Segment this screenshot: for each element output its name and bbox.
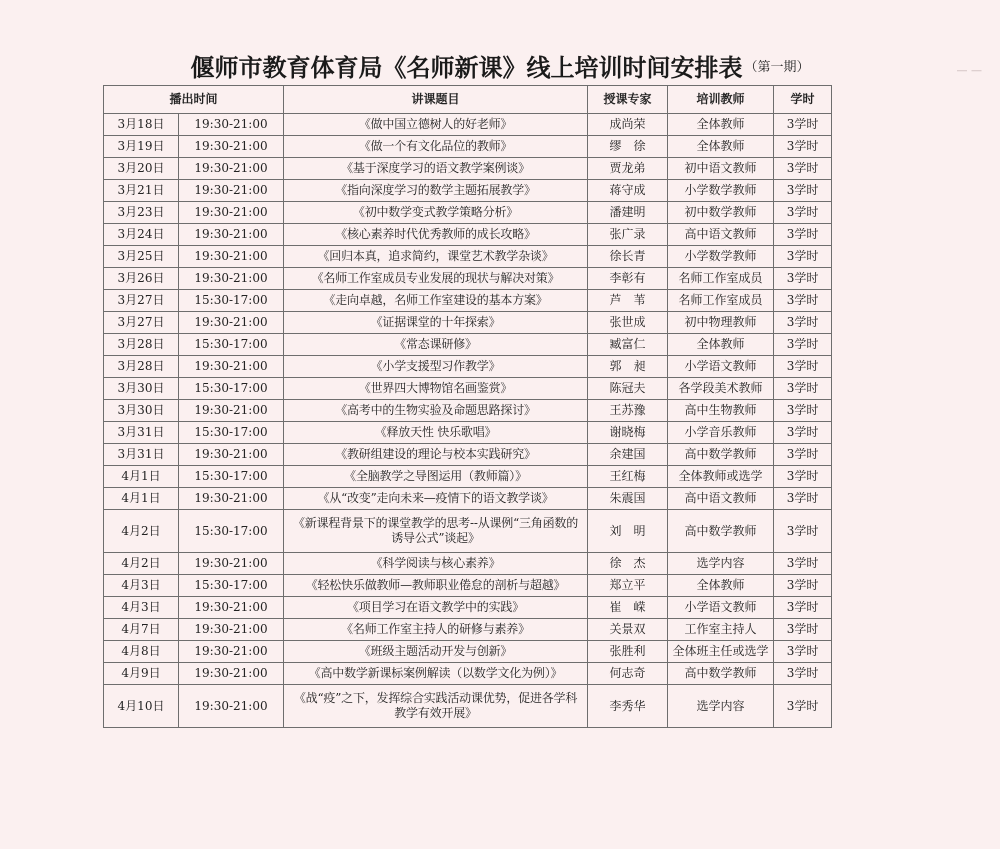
cell-date: 3月27日 (104, 290, 179, 312)
cell-hours: 3学时 (774, 246, 832, 268)
cell-hours: 3学时 (774, 158, 832, 180)
cell-hours: 3学时 (774, 597, 832, 619)
cell-hours: 3学时 (774, 180, 832, 202)
cell-expert: 谢晓梅 (588, 422, 668, 444)
table-row (104, 422, 832, 444)
cell-time: 19:30-21:00 (179, 268, 284, 290)
table-row (104, 685, 832, 728)
cell-date: 3月18日 (104, 114, 179, 136)
cell-audience: 全体教师 (668, 114, 774, 136)
cell-audience: 名师工作室成员 (668, 290, 774, 312)
cell-audience: 全体教师 (668, 334, 774, 356)
cell-hours: 3学时 (774, 641, 832, 663)
cell-expert: 朱震国 (588, 488, 668, 510)
cell-date: 3月28日 (104, 356, 179, 378)
cell-expert: 张胜利 (588, 641, 668, 663)
cell-expert: 臧富仁 (588, 334, 668, 356)
cell-audience: 小学数学教师 (668, 246, 774, 268)
cell-time: 15:30-17:00 (179, 575, 284, 597)
table-row (104, 246, 832, 268)
cell-expert: 潘建明 (588, 202, 668, 224)
cell-expert: 王苏豫 (588, 400, 668, 422)
cell-expert: 徐 杰 (588, 553, 668, 575)
cell-expert: 余建国 (588, 444, 668, 466)
cell-topic: 《释放天性 快乐歌唱》 (284, 422, 588, 444)
cell-audience: 小学数学教师 (668, 180, 774, 202)
cell-time: 19:30-21:00 (179, 356, 284, 378)
cell-time: 15:30-17:00 (179, 334, 284, 356)
header-hours: 学时 (774, 86, 832, 114)
cell-date: 4月2日 (104, 510, 179, 553)
cell-time: 19:30-21:00 (179, 597, 284, 619)
cell-time: 19:30-21:00 (179, 202, 284, 224)
cell-date: 3月26日 (104, 268, 179, 290)
cell-audience: 名师工作室成员 (668, 268, 774, 290)
cell-date: 3月30日 (104, 400, 179, 422)
cell-audience: 高中语文教师 (668, 488, 774, 510)
cell-expert: 成尚荣 (588, 114, 668, 136)
cell-topic: 《核心素养时代优秀教师的成长攻略》 (284, 224, 588, 246)
cell-audience: 选学内容 (668, 553, 774, 575)
cell-audience: 小学语文教师 (668, 356, 774, 378)
table-row (104, 290, 832, 312)
cell-date: 3月19日 (104, 136, 179, 158)
cell-audience: 小学音乐教师 (668, 422, 774, 444)
cell-hours: 3学时 (774, 224, 832, 246)
table-row (104, 597, 832, 619)
cell-time: 15:30-17:00 (179, 510, 284, 553)
cell-expert: 李秀华 (588, 685, 668, 728)
table-row (104, 378, 832, 400)
cell-time: 15:30-17:00 (179, 422, 284, 444)
cell-time: 19:30-21:00 (179, 400, 284, 422)
cell-time: 19:30-21:00 (179, 488, 284, 510)
cell-date: 4月1日 (104, 488, 179, 510)
cell-topic: 《科学阅读与核心素养》 (284, 553, 588, 575)
header-expert: 授课专家 (588, 86, 668, 114)
table-row (104, 510, 832, 553)
page-mark: — — (956, 64, 982, 77)
cell-hours: 3学时 (774, 553, 832, 575)
cell-expert: 张广录 (588, 224, 668, 246)
table-row (104, 114, 832, 136)
cell-audience: 小学语文教师 (668, 597, 774, 619)
cell-time: 19:30-21:00 (179, 641, 284, 663)
cell-date: 4月3日 (104, 575, 179, 597)
cell-hours: 3学时 (774, 114, 832, 136)
cell-hours: 3学时 (774, 312, 832, 334)
cell-topic: 《轻松快乐做教师—教师职业倦怠的剖析与超越》 (284, 575, 588, 597)
cell-time: 15:30-17:00 (179, 378, 284, 400)
cell-hours: 3学时 (774, 466, 832, 488)
table-row (104, 180, 832, 202)
cell-hours: 3学时 (774, 290, 832, 312)
cell-audience: 初中物理教师 (668, 312, 774, 334)
cell-time: 19:30-21:00 (179, 114, 284, 136)
table-row (104, 553, 832, 575)
cell-date: 4月7日 (104, 619, 179, 641)
cell-expert: 陈冠夫 (588, 378, 668, 400)
cell-topic: 《从“改变”走向未来—疫情下的语文教学谈》 (284, 488, 588, 510)
cell-time: 19:30-21:00 (179, 180, 284, 202)
cell-date: 3月21日 (104, 180, 179, 202)
header-broadcast-time: 播出时间 (104, 86, 284, 114)
cell-time: 19:30-21:00 (179, 312, 284, 334)
cell-hours: 3学时 (774, 575, 832, 597)
cell-time: 19:30-21:00 (179, 663, 284, 685)
cell-topic: 《做一个有文化品位的教师》 (284, 136, 588, 158)
cell-topic: 《高中数学新课标案例解读（以数学文化为例）》 (284, 663, 588, 685)
cell-hours: 3学时 (774, 202, 832, 224)
table-row (104, 334, 832, 356)
schedule-table (103, 85, 832, 728)
table-row (104, 202, 832, 224)
cell-hours: 3学时 (774, 378, 832, 400)
cell-hours: 3学时 (774, 422, 832, 444)
cell-hours: 3学时 (774, 685, 832, 728)
cell-topic: 《基于深度学习的语文教学案例谈》 (284, 158, 588, 180)
cell-expert: 郑立平 (588, 575, 668, 597)
table-body (104, 114, 832, 728)
cell-topic: 《小学支援型习作教学》 (284, 356, 588, 378)
page-title: 偃师市教育体育局《名师新课》线上培训时间安排表 (190, 53, 743, 82)
cell-audience: 全体教师 (668, 575, 774, 597)
table-row (104, 268, 832, 290)
table-row (104, 663, 832, 685)
cell-date: 4月3日 (104, 597, 179, 619)
table-row (104, 158, 832, 180)
cell-expert: 贾龙弟 (588, 158, 668, 180)
cell-audience: 全体教师 (668, 136, 774, 158)
cell-date: 3月30日 (104, 378, 179, 400)
cell-hours: 3学时 (774, 510, 832, 553)
cell-date: 4月10日 (104, 685, 179, 728)
cell-expert: 关景双 (588, 619, 668, 641)
cell-time: 19:30-21:00 (179, 246, 284, 268)
cell-date: 3月31日 (104, 422, 179, 444)
table-row (104, 356, 832, 378)
cell-topic: 《班级主题活动开发与创新》 (284, 641, 588, 663)
cell-hours: 3学时 (774, 400, 832, 422)
table-row (104, 466, 832, 488)
cell-date: 4月9日 (104, 663, 179, 685)
cell-expert: 缪 徐 (588, 136, 668, 158)
table-header-row (104, 86, 832, 114)
cell-topic: 《教研组建设的理论与校本实践研究》 (284, 444, 588, 466)
cell-audience: 高中数学教师 (668, 444, 774, 466)
cell-audience: 工作室主持人 (668, 619, 774, 641)
cell-topic: 《常态课研修》 (284, 334, 588, 356)
cell-date: 3月31日 (104, 444, 179, 466)
table-row (104, 575, 832, 597)
cell-audience: 高中语文教师 (668, 224, 774, 246)
cell-date: 3月25日 (104, 246, 179, 268)
cell-audience: 全体班主任或选学 (668, 641, 774, 663)
header-topic: 讲课题目 (284, 86, 588, 114)
cell-topic: 《回归本真，追求简约，课堂艺术教学杂谈》 (284, 246, 588, 268)
cell-time: 19:30-21:00 (179, 444, 284, 466)
cell-audience: 全体教师或选学 (668, 466, 774, 488)
cell-date: 4月2日 (104, 553, 179, 575)
cell-topic: 《世界四大博物馆名画鉴赏》 (284, 378, 588, 400)
cell-time: 19:30-21:00 (179, 553, 284, 575)
cell-hours: 3学时 (774, 136, 832, 158)
cell-hours: 3学时 (774, 334, 832, 356)
cell-expert: 芦 苇 (588, 290, 668, 312)
cell-date: 4月1日 (104, 466, 179, 488)
table-row (104, 224, 832, 246)
cell-time: 19:30-21:00 (179, 136, 284, 158)
cell-expert: 王红梅 (588, 466, 668, 488)
cell-expert: 何志奇 (588, 663, 668, 685)
cell-time: 19:30-21:00 (179, 224, 284, 246)
cell-time: 19:30-21:00 (179, 619, 284, 641)
cell-topic: 《新课程背景下的课堂教学的思考--从课例“三角函数的诱导公式”谈起》 (284, 510, 588, 553)
cell-expert: 蒋守成 (588, 180, 668, 202)
cell-topic: 《战“疫”之下，发挥综合实践活动课优势，促进各学科教学有效开展》 (284, 685, 588, 728)
cell-hours: 3学时 (774, 663, 832, 685)
cell-expert: 郭 昶 (588, 356, 668, 378)
header-audience: 培训教师 (668, 86, 774, 114)
cell-topic: 《初中数学变式教学策略分析》 (284, 202, 588, 224)
cell-audience: 高中生物教师 (668, 400, 774, 422)
cell-date: 3月24日 (104, 224, 179, 246)
cell-audience: 选学内容 (668, 685, 774, 728)
cell-expert: 徐长青 (588, 246, 668, 268)
cell-time: 15:30-17:00 (179, 466, 284, 488)
cell-topic: 《证据课堂的十年探索》 (284, 312, 588, 334)
cell-hours: 3学时 (774, 444, 832, 466)
cell-topic: 《项目学习在语文教学中的实践》 (284, 597, 588, 619)
table-row (104, 488, 832, 510)
cell-expert: 崔 嵘 (588, 597, 668, 619)
page-subtitle: （第一期） (744, 60, 810, 75)
cell-audience: 高中数学教师 (668, 510, 774, 553)
cell-date: 3月20日 (104, 158, 179, 180)
cell-time: 15:30-17:00 (179, 290, 284, 312)
cell-date: 3月23日 (104, 202, 179, 224)
cell-topic: 《全脑教学之导图运用（教师篇）》 (284, 466, 588, 488)
cell-hours: 3学时 (774, 268, 832, 290)
cell-hours: 3学时 (774, 356, 832, 378)
cell-audience: 初中语文教师 (668, 158, 774, 180)
table-row (104, 312, 832, 334)
cell-audience: 高中数学教师 (668, 663, 774, 685)
cell-hours: 3学时 (774, 619, 832, 641)
table-row (104, 641, 832, 663)
cell-hours: 3学时 (774, 488, 832, 510)
cell-expert: 刘 明 (588, 510, 668, 553)
cell-expert: 张世成 (588, 312, 668, 334)
cell-audience: 初中数学教师 (668, 202, 774, 224)
cell-date: 3月28日 (104, 334, 179, 356)
table-row (104, 444, 832, 466)
cell-topic: 《高考中的生物实验及命题思路探讨》 (284, 400, 588, 422)
cell-date: 3月27日 (104, 312, 179, 334)
cell-expert: 李彰有 (588, 268, 668, 290)
cell-time: 19:30-21:00 (179, 158, 284, 180)
cell-topic: 《名师工作室主持人的研修与素养》 (284, 619, 588, 641)
table-row (104, 136, 832, 158)
cell-audience: 各学段美术教师 (668, 378, 774, 400)
table-row (104, 400, 832, 422)
cell-topic: 《指向深度学习的数学主题拓展教学》 (284, 180, 588, 202)
cell-topic: 《走向卓越，名师工作室建设的基本方案》 (284, 290, 588, 312)
cell-date: 4月8日 (104, 641, 179, 663)
document-title (0, 48, 1000, 84)
cell-topic: 《做中国立德树人的好老师》 (284, 114, 588, 136)
table-row (104, 619, 832, 641)
cell-time: 19:30-21:00 (179, 685, 284, 728)
cell-topic: 《名师工作室成员专业发展的现状与解决对策》 (284, 268, 588, 290)
